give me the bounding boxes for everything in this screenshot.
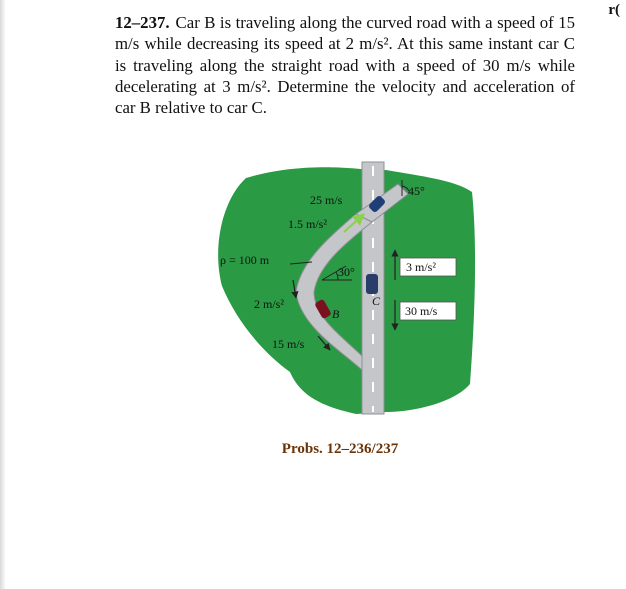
- label-speed-c: 30 m/s: [405, 304, 438, 318]
- label-angle-45: 45°: [408, 184, 425, 198]
- figure-caption: Probs. 12–236/237: [281, 441, 399, 457]
- label-accel-c: 3 m/s²: [406, 260, 436, 274]
- problem-text: Car B is traveling along the curved road with a speed of 15 m/s while decreasing its speed at 2 m/s². At this same instant car C is traveling along the straight road with a speed of 30 m/s while decelerating at 3 m/s². Determine the velocity and acceleration of car B relative to car C.: [115, 13, 575, 118]
- label-car-b: B: [332, 307, 340, 321]
- label-speed-top: 25 m/s: [310, 193, 343, 207]
- label-car-c: C: [372, 294, 381, 308]
- label-angle-30: 30°: [338, 265, 355, 279]
- ground-area: [218, 167, 475, 414]
- label-radius: ρ = 100 m: [220, 253, 270, 267]
- corner-text: r(: [608, 2, 620, 18]
- car-c: [366, 274, 378, 294]
- label-accel-b: 2 m/s²: [254, 297, 284, 311]
- problem-number: 12–237.: [115, 13, 170, 32]
- label-speed-b: 15 m/s: [272, 337, 305, 351]
- label-accel-top: 1.5 m/s²: [288, 217, 327, 231]
